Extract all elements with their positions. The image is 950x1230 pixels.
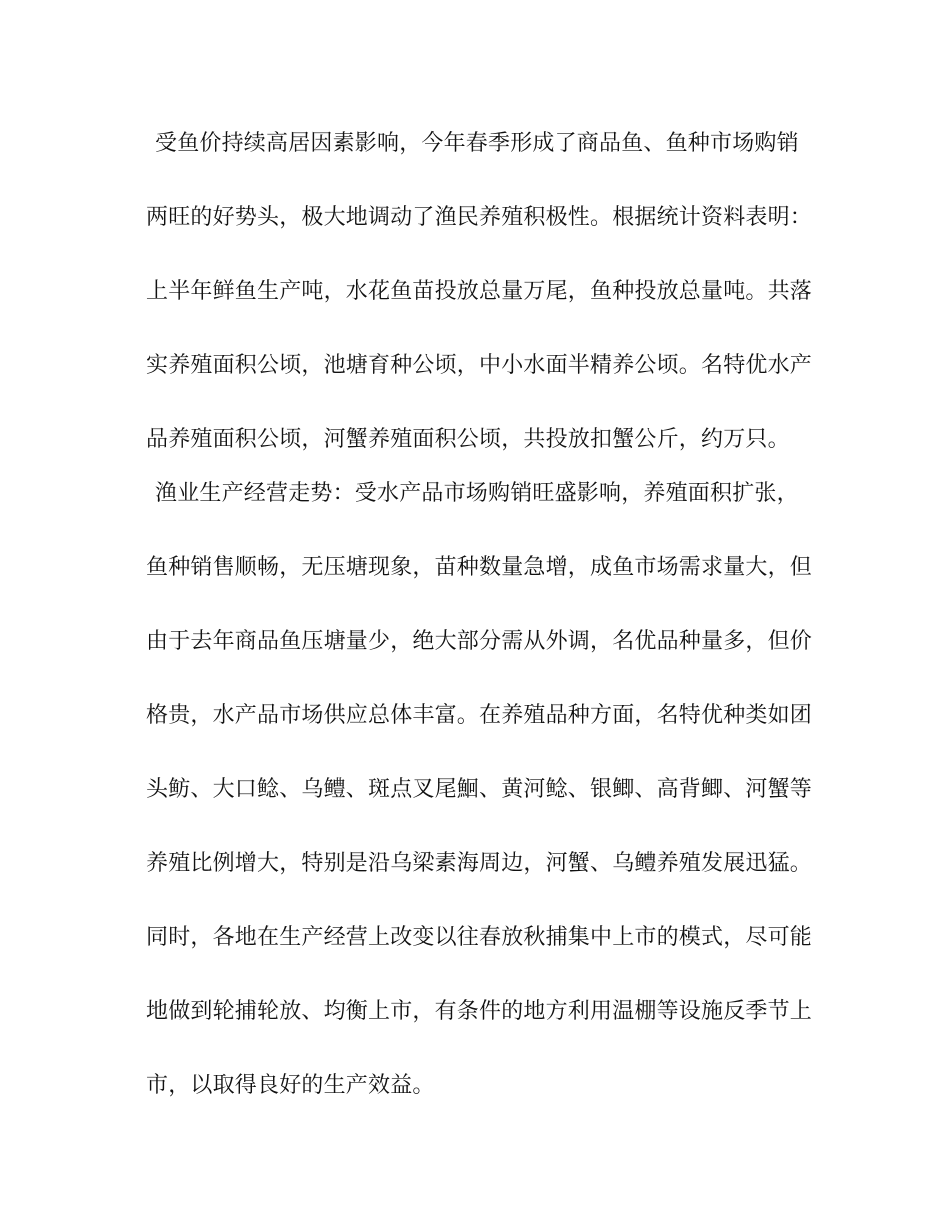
paragraph-1-line-5: 品养殖面积公顷，河蟹养殖面积公顷，共投放扣蟹公斤，约万只。 [146, 427, 790, 452]
paragraph-2-line-9: 市，以取得良好的生产效益。 [146, 1073, 435, 1098]
paragraph-1-line-1: 受鱼价持续高居因素影响，今年春季形成了商品鱼、鱼种市场购销 [155, 131, 799, 156]
paragraph-2-line-6: 养殖比例增大，特别是沿乌梁素海周边，河蟹、乌鳢养殖发展迅猛。 [146, 851, 813, 876]
paragraph-1-line-4: 实养殖面积公顷，池塘育种公顷，中小水面半精养公顷。名特优水产 [146, 353, 813, 378]
paragraph-1-line-2: 两旺的好势头，极大地调动了渔民养殖积极性。根据统计资料表明： [146, 205, 813, 230]
paragraph-2-line-5: 头鲂、大口鲶、乌鳢、斑点叉尾鮰、黄河鲶、银鲫、高背鲫、河蟹等 [146, 777, 813, 802]
paragraph-2-line-4: 格贵，水产品市场供应总体丰富。在养殖品种方面，名特优种类如团 [146, 703, 813, 728]
paragraph-1-line-3: 上半年鲜鱼生产吨，水花鱼苗投放总量万尾，鱼种投放总量吨。共落 [146, 279, 813, 304]
paragraph-2-line-2: 鱼种销售顺畅，无压塘现象，苗种数量急增，成鱼市场需求量大，但 [146, 555, 813, 580]
paragraph-2-line-3: 由于去年商品鱼压塘量少，绝大部分需从外调，名优品种量多，但价 [146, 629, 813, 654]
paragraph-2-line-7: 同时，各地在生产经营上改变以往春放秋捕集中上市的模式，尽可能 [146, 925, 813, 950]
paragraph-2-line-8: 地做到轮捕轮放、均衡上市，有条件的地方利用温棚等设施反季节上 [146, 999, 813, 1024]
paragraph-2-line-1: 渔业生产经营走势：受水产品市场购销旺盛影响，养殖面积扩张， [155, 481, 799, 506]
